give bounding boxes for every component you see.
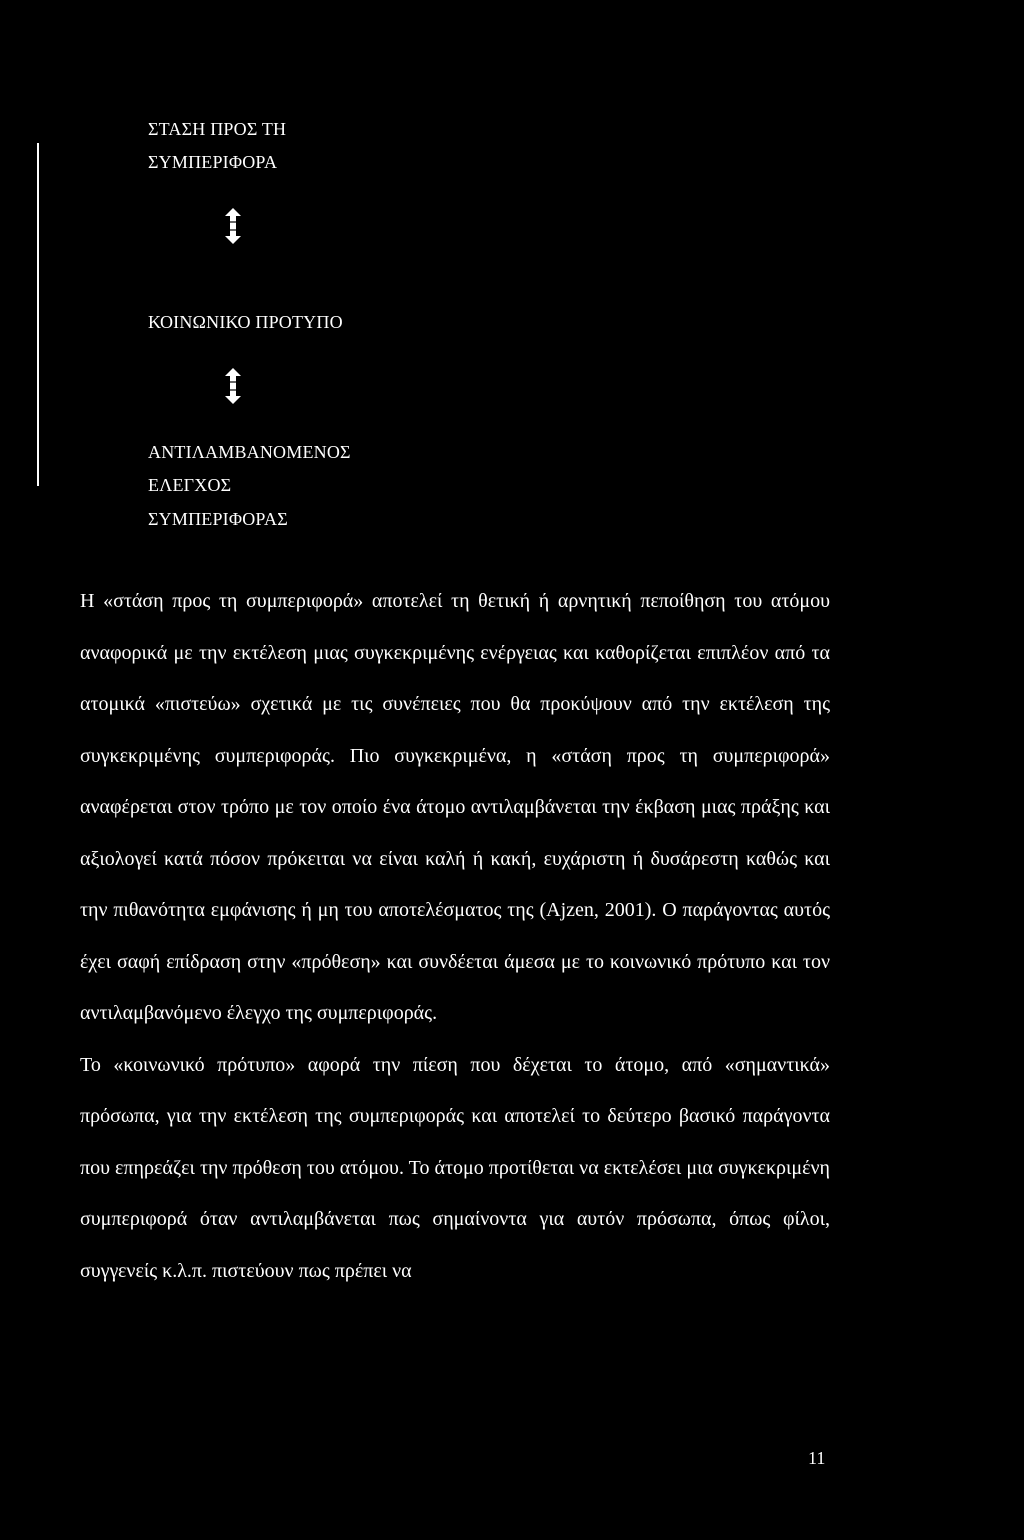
paragraph-attitude: Η «στάση προς τη συμπεριφορά» αποτελεί τη θετική ή αρνητική πεποίθηση του ατόμου αναφορικά με την εκτέλεση μιας συγκεκριμένης ενέργειας και καθορίζεται επιπλέον από τα ατομικά «πιστεύω» σχετικά με τις συνέπειες που θα προκύψουν από την εκτέλεση της συγκεκριμένης συμπεριφοράς. Πιο συγκεκριμένα, η «στάση προς τη συμπεριφορά» αναφέρεται στον τρόπο με τον οποίο ένα άτομο αντιλαμβάνεται την έκβαση μιας πράξης και αξιολογεί κατά πόσον πρόκειται να είναι καλή ή κακή, ευχάριστη ή δυσάρεστη καθώς και την πιθανότητα εμφάνισης ή μη του αποτελέσματος της (Ajzen, 2001). Ο παράγοντας αυτός έχει σαφή επίδραση στην «πρόθεση» και συνδέεται άμεσα με το κοινωνικό πρότυπο και τον αντιλαμβανόμενο έλεγχο της συμπεριφοράς. [80, 590, 830, 1024]
attitude-label-line1: ΣΤΑΣΗ ΠΡΟΣ ΤΗ [148, 119, 287, 139]
attitude-label-line2: ΣΥΜΠΕΡΙΦΟΡΑ [148, 152, 278, 172]
paragraph-social-norm: Το «κοινωνικό πρότυπο» αφορά την πίεση που δέχεται το άτομο, από «σημαντικά» πρόσωπα, για την εκτέλεση της συμπεριφοράς και αποτελεί το δεύτερο βασικό παράγοντα που επηρεάζει την πρόθεση του ατόμου. Το άτομο προτίθεται να εκτελέσει μια συγκεκριμένη συμπεριφορά όταν αντιλαμβάνεται πως σημαίνοντα για αυτόν πρόσωπα, όπως φίλοι, συγγενείς κ.λ.π. πιστεύουν πως πρέπει να [80, 1053, 830, 1282]
page-number: 11 [808, 1448, 826, 1468]
perceived-control-label-line2: ΕΛΕΓΧΟΣ [148, 475, 232, 495]
diagram-bracket-line [37, 143, 39, 486]
double-arrow-icon [224, 208, 242, 244]
double-arrow-icon [224, 368, 242, 404]
body-text [80, 576, 830, 1297]
perceived-control-label-line1: ΑΝΤΙΛΑΜΒΑΝΟΜΕΝΟΣ [148, 442, 351, 462]
social-norm-label: ΚΟΙΝΩΝΙΚΟ ΠΡΟΤΥΠΟ [148, 312, 343, 332]
perceived-control-label-line3: ΣΥΜΠΕΡΙΦΟΡΑΣ [148, 509, 288, 529]
